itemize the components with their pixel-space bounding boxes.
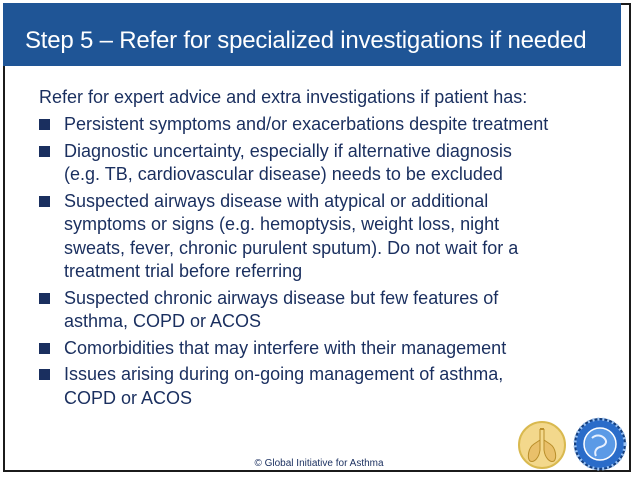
bullet-list [39, 113, 599, 413]
bullet-line: symptoms or signs (e.g. hemoptysis, weight loss, night [64, 214, 500, 234]
intro-text: Refer for expert advice and extra investigations if patient has: [39, 87, 528, 107]
bullet-item [39, 287, 599, 334]
gina-lungs-logo [516, 420, 568, 470]
bullet-item [39, 190, 599, 284]
bullet-line: treatment trial before referring [64, 261, 303, 281]
slide-title: Step 5 – Refer for specialized investigations if needed [25, 27, 587, 54]
bullet-line: sweats, fever, chronic purulent sputum). Do not wait for a [64, 237, 519, 258]
gold-globe-logo [572, 416, 628, 472]
square-bullet-icon [39, 146, 50, 157]
bullet-line: Comorbidities that may interfere with their management [64, 337, 507, 358]
bullet-line: Persistent symptoms and/or exacerbations despite treatment [64, 114, 549, 134]
bullet-line: Suspected chronic airways disease but few features of [64, 287, 499, 308]
copyright-footer: © Global Initiative for Asthma [254, 458, 384, 469]
square-bullet-icon [39, 119, 50, 130]
bullet-line: (e.g. TB, cardiovascular disease) needs to be excluded [64, 164, 503, 184]
bullet-item [39, 140, 599, 187]
bullet-line: Diagnostic uncertainty, especially if alternative diagnosis [64, 140, 512, 161]
square-bullet-icon [39, 196, 50, 207]
slide-header [3, 3, 621, 66]
bullet-item [39, 337, 599, 361]
bullet-line: Issues arising during on-going management of asthma, [64, 364, 504, 384]
square-bullet-icon [39, 369, 50, 380]
bullet-line: asthma, COPD or ACOS [64, 311, 262, 331]
bullet-item [39, 363, 599, 410]
bullet-line: COPD or ACOS [64, 387, 193, 408]
bullet-item [39, 113, 599, 137]
square-bullet-icon [39, 293, 50, 304]
bullet-line: Suspected airways disease with atypical or additional [64, 190, 489, 211]
square-bullet-icon [39, 343, 50, 354]
